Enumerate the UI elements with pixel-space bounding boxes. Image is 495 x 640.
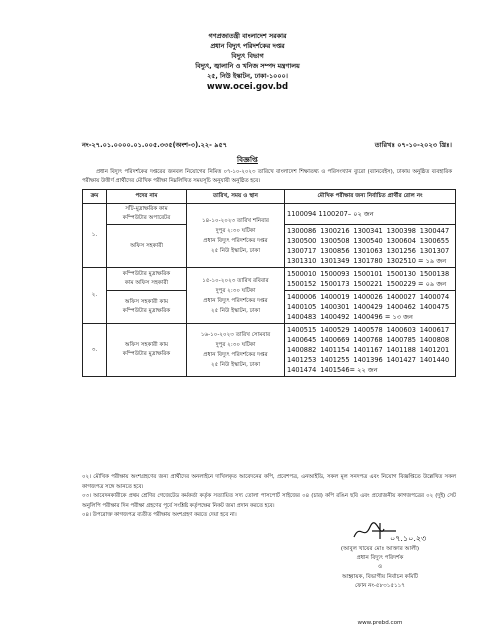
roll-number: 1400882 xyxy=(287,346,317,354)
roll-number: 1301256 xyxy=(386,247,416,255)
roll-number: 1401253 xyxy=(287,356,317,364)
post-name-line: কম্পিউটার মুদ্রাক্ষরিক xyxy=(122,308,171,314)
serial-cell: ২. xyxy=(83,268,107,324)
post-name-line: কম্পিউটার মুদ্রাক্ষরিক xyxy=(122,271,171,277)
roll-number: 1401474 xyxy=(287,366,317,374)
post-name-line: কম্পিউটার মুদ্রাক্ষরিক xyxy=(122,351,171,357)
schedule-line: ২৫ নিউ ইস্কাটন, ঢাকা xyxy=(211,307,260,314)
rolls-cell xyxy=(285,291,456,324)
roll-number: 1400669 xyxy=(320,336,350,344)
roll-number: 1300398 xyxy=(386,227,416,235)
roll-number: 1300500 xyxy=(287,237,317,245)
roll-number: 1400006 xyxy=(287,293,317,301)
signatory-name: (আবুল খায়ের মোঃ আক্তার আলী) xyxy=(340,546,420,552)
roll-number: 1300655 xyxy=(419,237,450,245)
memo-date: তারিখঃ ০৭-১০-২০২৩ খ্রিঃ। xyxy=(374,141,452,149)
schedule-line: প্রধান বিদ্যুৎ পরিদর্শকের দপ্তর xyxy=(203,237,268,244)
roll-number: 1301063 xyxy=(353,247,383,255)
schedule-line: ১৪-১০-২০২৩ তারিখ শনিবার xyxy=(202,217,269,224)
roll-number: 1500010 xyxy=(287,270,317,278)
signature-date: ০৭.১০.২৩ xyxy=(390,534,427,543)
roll-number: 1400462 xyxy=(386,303,416,311)
roll-number: 1401396 xyxy=(353,356,383,364)
post-name-line: কাম অফিস সহকারী xyxy=(124,280,169,286)
roll-number: 1500152 xyxy=(287,280,317,288)
schedule-line: ২৫ নিউ ইস্কাটন, ঢাকা xyxy=(211,247,260,254)
memo-row xyxy=(82,139,452,151)
roll-number: 1301349 xyxy=(320,257,350,265)
roll-number: 1401201 xyxy=(419,346,450,354)
roll-number: 1400529 xyxy=(320,326,350,334)
post-name-line: সাঁট-মুদ্রাক্ষরিক কাম xyxy=(125,206,168,212)
schedule-line: দুপুর ২:৩০ ঘটিকা xyxy=(215,227,256,234)
roll-number: 1500138 xyxy=(419,270,450,278)
letterhead xyxy=(0,31,495,92)
post-cell xyxy=(107,204,187,225)
serial-cell: ৩. xyxy=(83,324,107,377)
roll-number: 1401255 xyxy=(320,356,350,364)
roll-number: 1400301 xyxy=(320,303,350,311)
rolls-cell xyxy=(285,204,456,225)
roll-number: 1400515 xyxy=(287,326,317,334)
roll-number: 1300856 xyxy=(320,247,350,255)
roll-number: 1301307 xyxy=(419,247,450,255)
schedule-line: প্রধান বিদ্যুৎ পরিদর্শকের দপ্তর xyxy=(203,352,268,358)
signature-scribble xyxy=(350,519,427,545)
roll-number: 1400492 xyxy=(320,313,350,321)
post-cell xyxy=(107,225,187,268)
header-schedule: তারিখ, সময় ও স্থান xyxy=(187,190,285,204)
signatory-title: প্রধান বিদ্যুৎ পরিদর্শক xyxy=(356,555,404,562)
table-row xyxy=(83,324,456,377)
roll-number: 1300086 xyxy=(287,227,317,235)
roll-total: 1400496 = ১৩ জন xyxy=(353,313,413,321)
table-row xyxy=(83,204,456,225)
roll-number: 1500221 xyxy=(353,280,383,288)
signatory-phone: ফোন নং-৫৮৩১৫১১৭ xyxy=(355,582,405,589)
roll-grid xyxy=(287,292,453,322)
roll-number: 1400475 xyxy=(419,303,450,311)
roll-number: 1400578 xyxy=(353,326,383,334)
post-name-line: অফিস সহকারী xyxy=(130,242,163,249)
roll-number: 1401154 xyxy=(320,346,350,354)
post-cell xyxy=(107,291,187,324)
roll-number: 1401440 xyxy=(419,356,450,364)
header-serial: ক্রম xyxy=(83,190,107,204)
roll-number: 1400026 xyxy=(353,293,383,301)
roll-number: 1300540 xyxy=(353,237,383,245)
roll-number: 1401427 xyxy=(386,356,416,364)
post-cell xyxy=(107,324,187,377)
notice-title: বিজ্ঞপ্তি xyxy=(237,155,258,164)
roll-number: 1400603 xyxy=(386,326,416,334)
office-address: ২৫, নিউ ইস্কাটন, ঢাকা-১০০০। xyxy=(207,72,288,80)
roll-total: 1100094 1100207– ০২ জন xyxy=(287,210,374,218)
post-name-line: অফিস সহকারী কাম xyxy=(124,299,169,305)
roll-number: 1401167 xyxy=(353,346,383,354)
rolls-cell xyxy=(285,268,456,291)
roll-number: 1400617 xyxy=(419,326,450,334)
roll-number: 1300717 xyxy=(287,247,317,255)
table-header-row xyxy=(83,190,456,204)
header-post: পদের নাম xyxy=(107,190,187,204)
footnotes xyxy=(82,473,456,521)
roll-number: 1300216 xyxy=(320,227,350,235)
roll-total: 1401546= ২২ জন xyxy=(320,366,378,374)
roll-number: 1400645 xyxy=(287,336,317,344)
post-name-line: অফিস সহকারী কাম xyxy=(124,342,169,348)
roll-number: 1400808 xyxy=(419,336,450,344)
table-row xyxy=(83,268,456,291)
govt-name: গণপ্রজাতন্ত্রী বাংলাদেশ সরকার xyxy=(208,32,287,40)
roll-number: 1400429 xyxy=(353,303,383,311)
post-cell xyxy=(107,268,187,291)
roll-number: 1401188 xyxy=(386,346,416,354)
roll-total: 1500229 = ০৯ জন xyxy=(386,280,447,288)
post-name-line: কম্পিউটার অপারেটর xyxy=(122,215,171,221)
signature-block xyxy=(300,545,460,591)
roll-number: 1400785 xyxy=(386,336,416,344)
ministry-name: বিদ্যুৎ, জ্বালানি ও খনিজ সম্পদ মন্ত্রণালয় xyxy=(195,62,300,70)
schedule-cell xyxy=(187,204,285,268)
footnote-item: ০২। মৌখিক পরীক্ষায় অংশগ্রহণের জন্য প্রার্থীদের অনলাইনে দাখিলকৃত আবেদনের কপি, প্রবেশপত্র, এনআইডি, সকল মূল সনদপত্র এবং নিয়োগ বিজ্ঞপ্তিতে উল্লেখিত সকল কাগজপত্র সঙ্গে আনতে হবে। xyxy=(82,474,456,490)
office-website: www.ocei.gov.bd xyxy=(206,82,289,92)
division-name: বিদ্যুৎ বিভাগ xyxy=(231,52,264,60)
roll-number: 1301780 xyxy=(353,257,383,265)
roll-grid xyxy=(287,269,453,289)
roll-number: 1500093 xyxy=(320,270,350,278)
roll-number: 1400105 xyxy=(287,303,317,311)
signatory-committee: আহ্বায়ক, বিভাগীয় নির্বাচন কমিটি xyxy=(341,573,419,580)
rolls-cell xyxy=(285,225,456,268)
roll-number: 1300447 xyxy=(419,227,450,235)
roll-number: 1500101 xyxy=(353,270,383,278)
roll-number: 1301310 xyxy=(287,257,317,265)
serial-cell: ১. xyxy=(83,204,107,268)
schedule-line: ১৬-১০-২০২৩ তারিখ সোমবার xyxy=(200,332,271,338)
schedule-line: দুপুর ২:৩০ ঘটিকা xyxy=(215,342,256,348)
roll-number: 1400768 xyxy=(353,336,383,344)
footnote-item: ০৪। উপরোক্ত কাগজপত্র ব্যতীত পরীক্ষায় অংশগ্রহণ করতে দেয়া হবে না। xyxy=(82,512,237,519)
watermark: www.prebd.com xyxy=(357,620,403,626)
schedule-cell xyxy=(187,324,285,377)
rolls-cell xyxy=(285,324,456,377)
roll-number: 1300508 xyxy=(320,237,350,245)
schedule-line: ২৫ নিউ ইস্কাটন, ঢাকা xyxy=(211,362,260,368)
footnote-item: ০৩। আবেদনকারীকে প্রথম শ্রেণির গেজেটেড কর্মকর্তা কর্তৃক সত্যায়িত সদ্য তোলা পাসপোর্ট সাইজের ০৪ (চার) কপি রঙিন ছবি এবং প্রযোজনীয় কাগজপত্রের ০২ (দুই) সেট অনুলিপি পরীক্ষার দিন পরীক্ষা গ্রহণের পূর্বে সংশ্লিষ্ট কর্তৃপক্ষের নিকট জমা প্রদান করতে হবে। xyxy=(82,493,456,509)
header-rolls: মৌখিক পরীক্ষার জন্য নির্বাচিত প্রার্থীর রোল নং xyxy=(285,190,456,204)
roll-number: 1400074 xyxy=(419,293,450,301)
schedule-table xyxy=(82,189,456,377)
schedule-line: প্রধান বিদ্যুৎ পরিদর্শকের দপ্তর xyxy=(203,297,268,304)
roll-grid xyxy=(287,226,453,266)
roll-total: 1302510 = ১৯ জন xyxy=(386,257,447,265)
intro-paragraph: প্রধান বিদ্যুৎ পরিদর্শকের দপ্তরের জনবল নিয়োগের নিমিত্ত ০৭-১০-২০২৩ তারিখে বাংলাদেশ শিক্ষাতথ্য ও পরিসংখ্যান ব্যুরো (ব্যানবেইস), ঢাকায় অনুষ্ঠিত ব্যবহারিক পরীক্ষায় উত্তীর্ণ প্রার্থীদের মৌখিক পরীক্ষা নিম্নলিখিত সময়সূচি অনুযায়ী অনুষ্ঠিত হবে। xyxy=(82,169,452,184)
office-name: প্রধান বিদ্যুৎ পরিদর্শকের দপ্তর xyxy=(210,42,285,50)
memo-number: নং-২৭.০১.০০০০.০১.০০৫.৩৩৫(অংশ-৩).২২- ৯৫৭ xyxy=(82,141,228,149)
schedule-line: দুপুর ২:৩০ ঘটিকা xyxy=(215,287,256,294)
roll-number: 1300341 xyxy=(353,227,383,235)
roll-number: 1400019 xyxy=(320,293,350,301)
roll-number: 1500173 xyxy=(320,280,350,288)
schedule-cell xyxy=(187,268,285,324)
roll-number: 1400483 xyxy=(287,313,317,321)
roll-number: 1300604 xyxy=(386,237,416,245)
roll-grid xyxy=(287,325,453,375)
signatory-and: ও xyxy=(377,564,383,571)
table-body xyxy=(83,204,456,377)
roll-number: 1400027 xyxy=(386,293,416,301)
schedule-line: ১৫-১০-২০২৩ তারিখ রবিবার xyxy=(202,277,269,284)
roll-number: 1500130 xyxy=(386,270,416,278)
